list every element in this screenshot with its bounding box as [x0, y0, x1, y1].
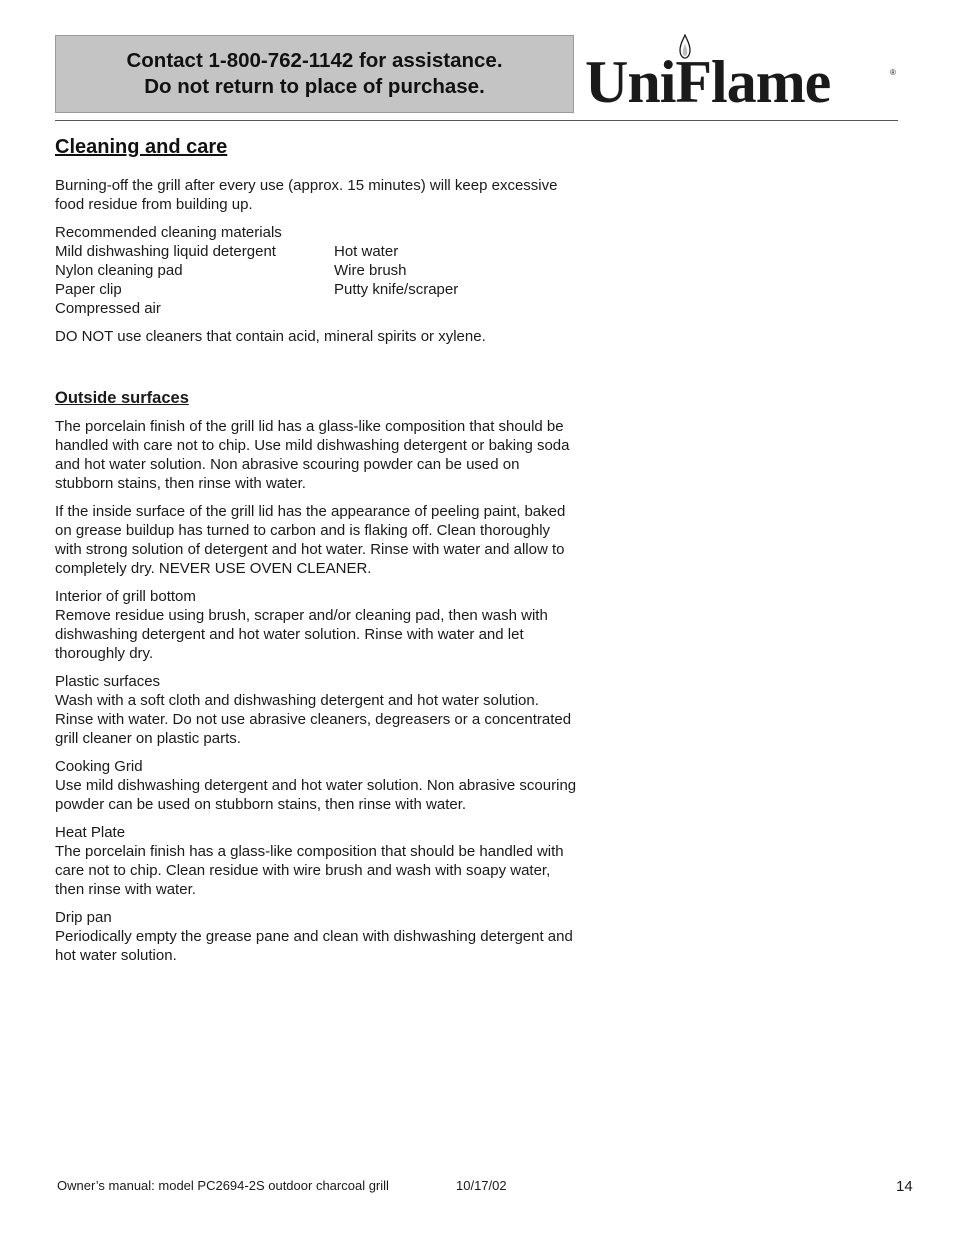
care-item	[55, 757, 580, 814]
care-item	[55, 587, 580, 663]
material-item: Compressed air	[55, 300, 161, 317]
outside-paragraph-2: If the inside surface of the grill lid has the appearance of peeling paint, baked on grease buildup has turned to carbon and is flaking off. Clean thoroughly with strong solution of detergent and hot water. Rinse with water and allow to completely dry. NEVER USE OVEN CLEANER.	[55, 503, 566, 577]
material-item: Paper clip	[55, 281, 122, 298]
care-item-heading: Plastic surfaces	[55, 673, 161, 690]
section-title: Cleaning and care	[55, 136, 228, 158]
registered-mark: ®	[890, 68, 896, 77]
material-item: Putty knife/scraper	[334, 281, 459, 298]
care-item-text: Remove residue using brush, scraper and/or cleaning pad, then wash with dishwashing detergent and hot water solution. Rinse with water and let thoroughly dry.	[55, 607, 548, 662]
care-item-heading: Interior of grill bottom	[55, 588, 196, 605]
materials-list	[55, 223, 580, 318]
uniflame-logo	[585, 32, 900, 114]
outside-paragraph-1: The porcelain finish of the grill lid has a glass-like composition that should be handled with care not to chip. Use mild dishwashing detergent or baking soda and hot water solution. Non abrasive scouring powder can be used on stubborn stains, then rinse with water.	[55, 418, 570, 492]
banner-line-2: Do not return to place of purchase.	[144, 75, 485, 98]
care-item-heading: Drip pan	[55, 909, 112, 926]
material-item: Nylon cleaning pad	[55, 262, 183, 279]
intro-paragraph: Burning-off the grill after every use (approx. 15 minutes) will keep excessive food residue from building up.	[55, 177, 558, 213]
page-number: 14	[896, 1178, 913, 1195]
material-item: Wire brush	[334, 262, 407, 279]
material-item: Mild dishwashing liquid detergent	[55, 243, 276, 260]
materials-title: Recommended cleaning materials	[55, 224, 282, 241]
footer-manual: Owner’s manual: model PC2694-2S outdoor charcoal grill	[57, 1178, 389, 1193]
care-item-text: Use mild dishwashing detergent and hot water solution. Non abrasive scouring powder can be used on stubborn stains, then rinse with water.	[55, 777, 577, 813]
care-item-heading: Heat Plate	[55, 824, 126, 841]
banner-line-1: Contact 1-800-762-1142 for assistance.	[126, 49, 503, 72]
material-item	[334, 299, 580, 318]
assistance-banner	[55, 35, 574, 113]
material-item: Hot water	[334, 243, 399, 260]
header-divider	[55, 120, 898, 121]
care-item-text: The porcelain finish has a glass-like composition that should be handled with care not to chip. Clean residue with wire brush and wash with soapy water, then rinse with water.	[55, 843, 564, 898]
main-content	[55, 134, 580, 974]
logo-wordmark: UniFlame	[585, 49, 831, 115]
outside-surfaces-title: Outside surfaces	[55, 389, 189, 407]
care-item	[55, 823, 580, 899]
footer-date: 10/17/02	[456, 1178, 507, 1193]
care-item-heading: Cooking Grid	[55, 758, 143, 775]
care-item-text: Wash with a soft cloth and dishwashing detergent and hot water solution. Rinse with water. Do not use abrasive cleaners, degreasers or a concentrated grill cleaner on plastic parts.	[55, 692, 572, 747]
care-item-text: Periodically empty the grease pane and clean with dishwashing detergent and hot water solution.	[55, 928, 573, 964]
care-item	[55, 908, 580, 965]
care-item	[55, 672, 580, 748]
warning-text: DO NOT use cleaners that contain acid, mineral spirits or xylene.	[55, 328, 486, 345]
